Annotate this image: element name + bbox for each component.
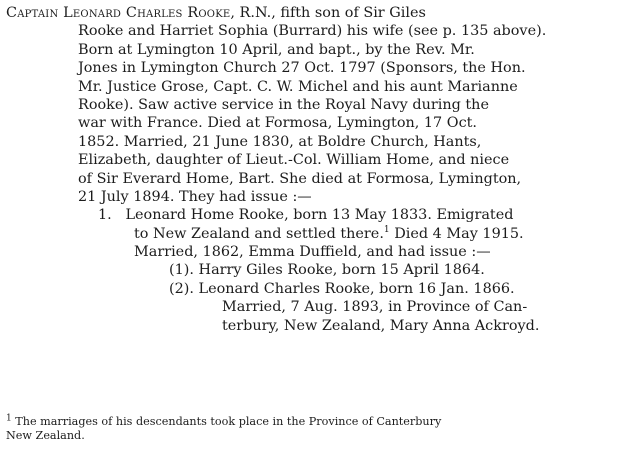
- entry-text-line: Mr. Justice Grose, Capt. C. W. Michel and his aunt Marianne: [78, 78, 518, 95]
- entry-text-line: Elizabeth, daughter of Lieut.-Col. William Home, and niece: [78, 152, 510, 169]
- issue-number: 1.: [98, 207, 112, 224]
- footnote-reference: 1: [383, 224, 390, 235]
- biography-entry: [6, 4, 614, 335]
- child-item: [6, 280, 614, 298]
- child-text-line: terbury, New Zealand, Mary Anna Ackroyd.: [222, 317, 540, 334]
- footnote-line: New Zealand.: [6, 429, 85, 442]
- issue-text-line: [6, 225, 614, 243]
- footnote: [6, 415, 614, 443]
- entry-text-line: , R.N., fifth son of Sir Giles: [230, 5, 426, 21]
- footnote-text: The marriages of his descendants took place in the Province of Canterbury: [11, 415, 442, 428]
- child-text-line: Married, 7 Aug. 1893, in Province of Can-: [222, 299, 528, 316]
- issue-item: [6, 206, 614, 224]
- entry-text-line: 21 July 1894. They had issue :—: [78, 188, 312, 205]
- footnote-line: [6, 415, 614, 429]
- entry-heading-line: [6, 4, 614, 22]
- entry-text-line: Born at Lymington 10 April, and bapt., by the Rev. Mr.: [78, 41, 475, 58]
- issue-text: Died 4 May 1915.: [389, 225, 524, 242]
- child-number: (2).: [169, 280, 194, 297]
- entry-text-line: 1852. Married, 21 June 1830, at Boldre Church, Hants,: [78, 133, 482, 150]
- child-text: Leonard Charles Rooke, born 16 Jan. 1866.: [198, 280, 515, 297]
- issue-text-line: Married, 1862, Emma Duffield, and had issue :—: [134, 244, 491, 261]
- entry-text-line: of Sir Everard Home, Bart. She died at Formosa, Lymington,: [78, 170, 522, 187]
- child-item: [6, 261, 614, 279]
- subject-name: Captain Leonard Charles Rooke: [6, 5, 231, 21]
- footnote-marker: 1: [6, 413, 12, 424]
- child-text: Harry Giles Rooke, born 15 April 1864.: [198, 262, 485, 279]
- issue-text: Leonard Home Rooke, born 13 May 1833. Emigrated: [125, 207, 514, 224]
- entry-text-line: war with France. Died at Formosa, Lymington, 17 Oct.: [78, 115, 478, 132]
- entry-text-line: Rooke). Saw active service in the Royal Navy during the: [78, 96, 489, 113]
- entry-text-line: Rooke and Harriet Sophia (Burrard) his wife (see p. 135 above).: [78, 23, 547, 40]
- issue-text: to New Zealand and settled there.: [134, 225, 384, 242]
- entry-text-line: Jones in Lymington Church 27 Oct. 1797 (Sponsors, the Hon.: [78, 60, 526, 77]
- child-number: (1).: [169, 262, 194, 279]
